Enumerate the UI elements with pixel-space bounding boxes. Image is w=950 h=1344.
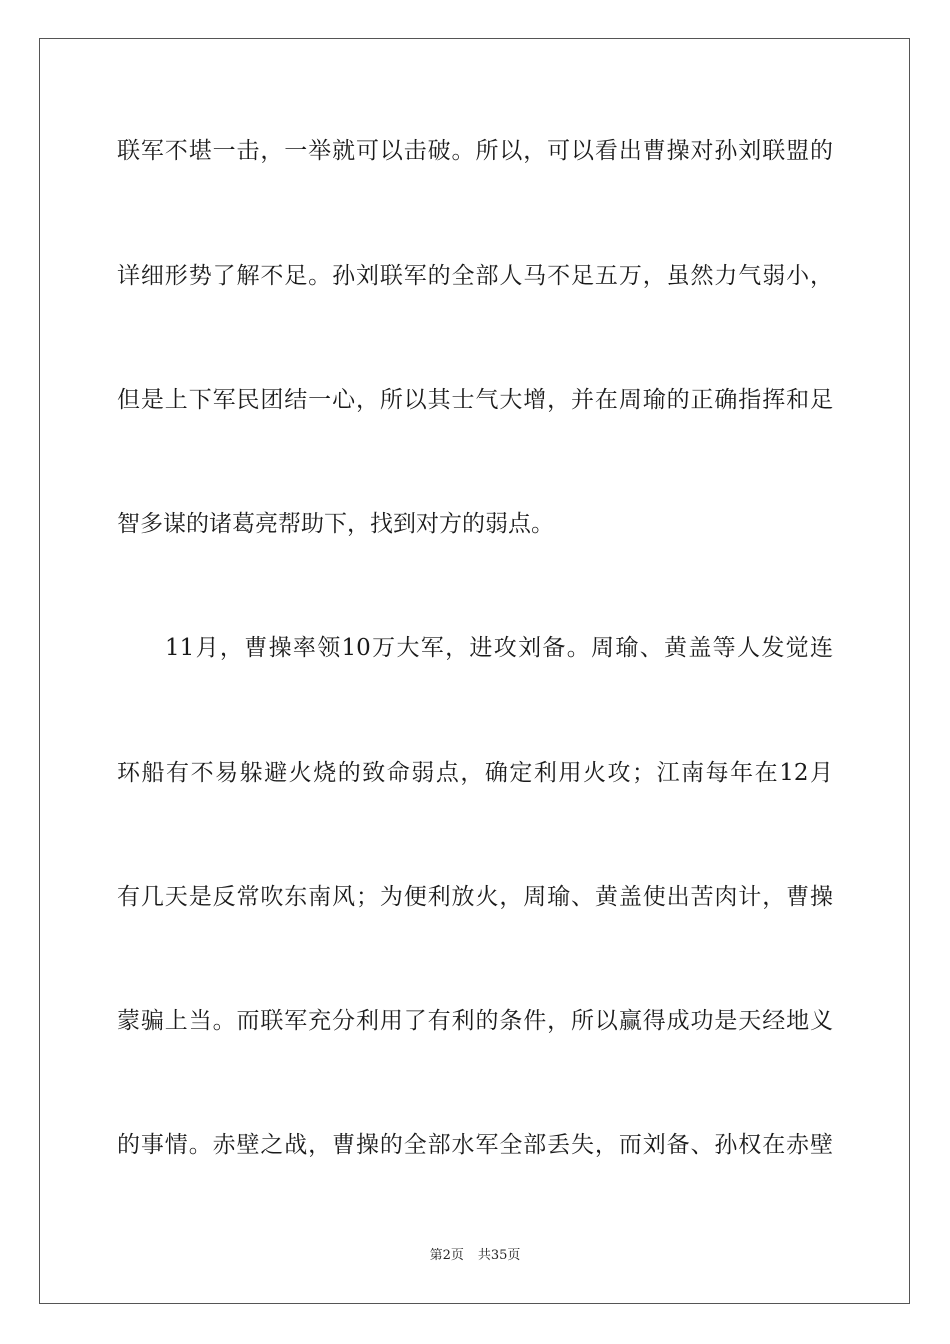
body-text-line: 环船有不易躲避火烧的致命弱点，确定利用火攻；江南每年在12月: [117, 760, 833, 786]
body-text-line: 详细形势了解不足。孙刘联军的全部人马不足五万，虽然力气弱小，: [117, 263, 833, 289]
page-frame: [39, 38, 910, 1304]
body-text-line: 11月，曹操率领10万大军，进攻刘备。周瑜、黄盖等人发觉连: [165, 635, 833, 661]
body-text-line: 的事情。赤壁之战，曹操的全部水军全部丢失，而刘备、孙权在赤壁: [117, 1132, 833, 1158]
page-footer: [0, 1247, 950, 1265]
body-text-line: 智多谋的诸葛亮帮助下，找到对方的弱点。: [117, 511, 554, 537]
body-text-line: 有几天是反常吹东南风；为便利放火，周瑜、黄盖使出苦肉计，曹操: [117, 884, 833, 910]
body-text-line: 蒙骗上当。而联军充分利用了有利的条件，所以赢得成功是天经地义: [117, 1008, 833, 1034]
total-pages: 共35页: [477, 1248, 521, 1263]
body-text-line: 联军不堪一击，一举就可以击破。所以，可以看出曹操对孙刘联盟的: [117, 138, 833, 164]
page-number: 第2页: [429, 1248, 464, 1263]
body-text-line: 但是上下军民团结一心，所以其士气大增，并在周瑜的正确指挥和足: [117, 387, 833, 413]
